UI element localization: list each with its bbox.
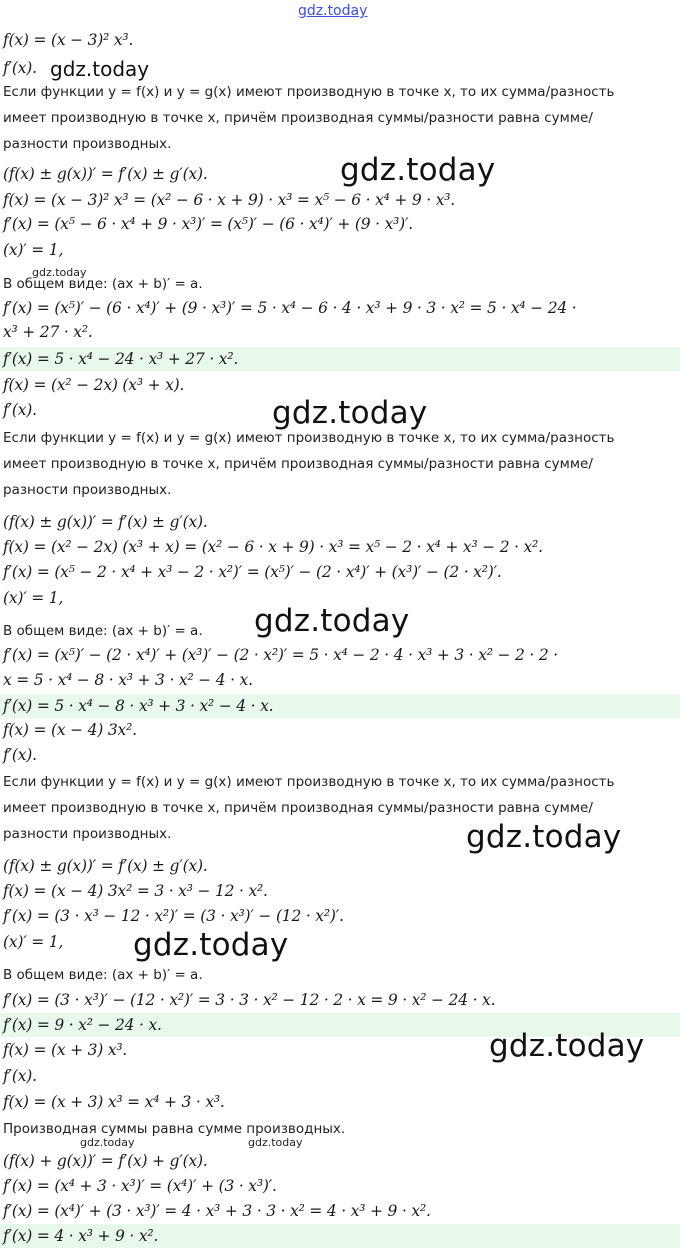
watermark: gdz.today xyxy=(489,1028,645,1064)
answer-line: f′(x) = 4 · x³ + 9 · x². xyxy=(0,1224,680,1248)
watermark[interactable]: gdz.today xyxy=(298,3,368,19)
text-line: разности производных. xyxy=(3,482,172,498)
answer-line: f′(x) = 5 · x⁴ − 8 · x³ + 3 · x² − 4 · x. xyxy=(0,694,680,718)
watermark: gdz.today xyxy=(133,927,289,963)
watermark: gdz.today xyxy=(466,819,622,855)
math-line: f′(x) = (x⁵)′ − (2 · x⁴)′ + (x³)′ − (2 · x²)′ = 5 · x⁴ − 2 · 4 · x³ + 3 · x² − 2 · 2 · xyxy=(3,646,558,664)
text-line: Производная суммы равна сумме производных. xyxy=(3,1121,346,1137)
watermark: gdz.today xyxy=(272,395,428,431)
math-line: f′(x). xyxy=(3,1067,37,1085)
math-line: (x)′ = 1, xyxy=(3,241,64,259)
watermark: gdz.today xyxy=(254,603,410,639)
math-line: f(x) = (x + 3) x³. xyxy=(3,1041,128,1059)
math-line: f′(x) = (x⁴ + 3 · x³)′ = (x⁴)′ + (3 · x³)′. xyxy=(3,1177,277,1195)
math-line: f′(x). xyxy=(3,401,37,419)
answer-line: f′(x) = 5 · x⁴ − 24 · x³ + 27 · x². xyxy=(0,347,680,371)
math-line: (f(x) + g(x))′ = f′(x) + g′(x). xyxy=(3,1152,208,1170)
text-line: разности производных. xyxy=(3,826,172,842)
watermark: gdz.today xyxy=(80,1136,135,1149)
math-line: f(x) = (x − 4) 3x². xyxy=(3,721,137,739)
text-line: имеет производную в точке x, причём производная суммы/разности равна сумме/ xyxy=(3,456,593,472)
math-line: f′(x) = (x⁴)′ + (3 · x³)′ = 4 · x³ + 3 · 3 · x² = 4 · x³ + 9 · x². xyxy=(3,1202,431,1220)
math-line: f′(x) = (3 · x³)′ − (12 · x²)′ = 3 · 3 · x² − 12 · 2 · x = 9 · x² − 24 · x. xyxy=(3,991,496,1009)
text-line: Если функции y = f(x) и y = g(x) имеют производную в точке x, то их сумма/разность xyxy=(3,430,615,446)
text-line: В общем виде: (ax + b)′ = a. xyxy=(3,623,203,639)
math-line: x³ + 27 · x². xyxy=(3,323,93,341)
watermark: gdz.today xyxy=(340,152,496,188)
math-line: f′(x). xyxy=(3,746,37,764)
watermark: gdz.today xyxy=(248,1136,303,1149)
math-line: f′(x) = (x⁵)′ − (6 · x⁴)′ + (9 · x³)′ = 5 · x⁴ − 6 · 4 · x³ + 9 · 3 · x² = 5 · x⁴ − 24 · xyxy=(3,299,577,317)
text-line: В общем виде: (ax + b)′ = a. xyxy=(3,276,203,292)
math-line: f(x) = (x² − 2x) (x³ + x) = (x² − 6 · x + 9) · x³ = x⁵ − 2 · x⁴ + x³ − 2 · x². xyxy=(3,538,543,556)
text-line: Если функции y = f(x) и y = g(x) имеют производную в точке x, то их сумма/разность xyxy=(3,84,615,100)
math-line: (x)′ = 1, xyxy=(3,933,64,951)
math-line: f(x) = (x² − 2x) (x³ + x). xyxy=(3,376,185,394)
watermark: gdz.today xyxy=(32,266,87,279)
math-line: f′(x). xyxy=(3,59,37,77)
math-line: (f(x) ± g(x))′ = f′(x) ± g′(x). xyxy=(3,165,208,183)
watermark: gdz.today xyxy=(50,57,150,81)
math-line: f(x) = (x − 4) 3x² = 3 · x³ − 12 · x². xyxy=(3,882,268,900)
math-line: (f(x) ± g(x))′ = f′(x) ± g′(x). xyxy=(3,513,208,531)
text-line: В общем виде: (ax + b)′ = a. xyxy=(3,967,203,983)
math-line: f′(x) = (x⁵ − 6 · x⁴ + 9 · x³)′ = (x⁵)′ − (6 · x⁴)′ + (9 · x³)′. xyxy=(3,215,414,233)
math-line: f(x) = (x − 3)² x³. xyxy=(3,31,134,49)
math-line: f′(x) = (3 · x³ − 12 · x²)′ = (3 · x³)′ − (12 · x²)′. xyxy=(3,907,344,925)
math-line: x = 5 · x⁴ − 8 · x³ + 3 · x² − 4 · x. xyxy=(3,671,253,689)
math-line: f′(x) = (x⁵ − 2 · x⁴ + x³ − 2 · x²)′ = (x⁵)′ − (2 · x⁴)′ + (x³)′ − (2 · x²)′. xyxy=(3,563,502,581)
math-line: (x)′ = 1, xyxy=(3,589,64,607)
answer-line: f′(x) = 9 · x² − 24 · x. xyxy=(0,1013,680,1037)
text-line: имеет производную в точке x, причём производная суммы/разности равна сумме/ xyxy=(3,110,593,126)
math-line: (f(x) ± g(x))′ = f′(x) ± g′(x). xyxy=(3,857,208,875)
text-line: имеет производную в точке x, причём производная суммы/разности равна сумме/ xyxy=(3,800,593,816)
math-line: f(x) = (x − 3)² x³ = (x² − 6 · x + 9) · x³ = x⁵ − 6 · x⁴ + 9 · x³. xyxy=(3,191,456,209)
text-line: разности производных. xyxy=(3,136,172,152)
math-line: f(x) = (x + 3) x³ = x⁴ + 3 · x³. xyxy=(3,1093,225,1111)
text-line: Если функции y = f(x) и y = g(x) имеют производную в точке x, то их сумма/разность xyxy=(3,774,615,790)
